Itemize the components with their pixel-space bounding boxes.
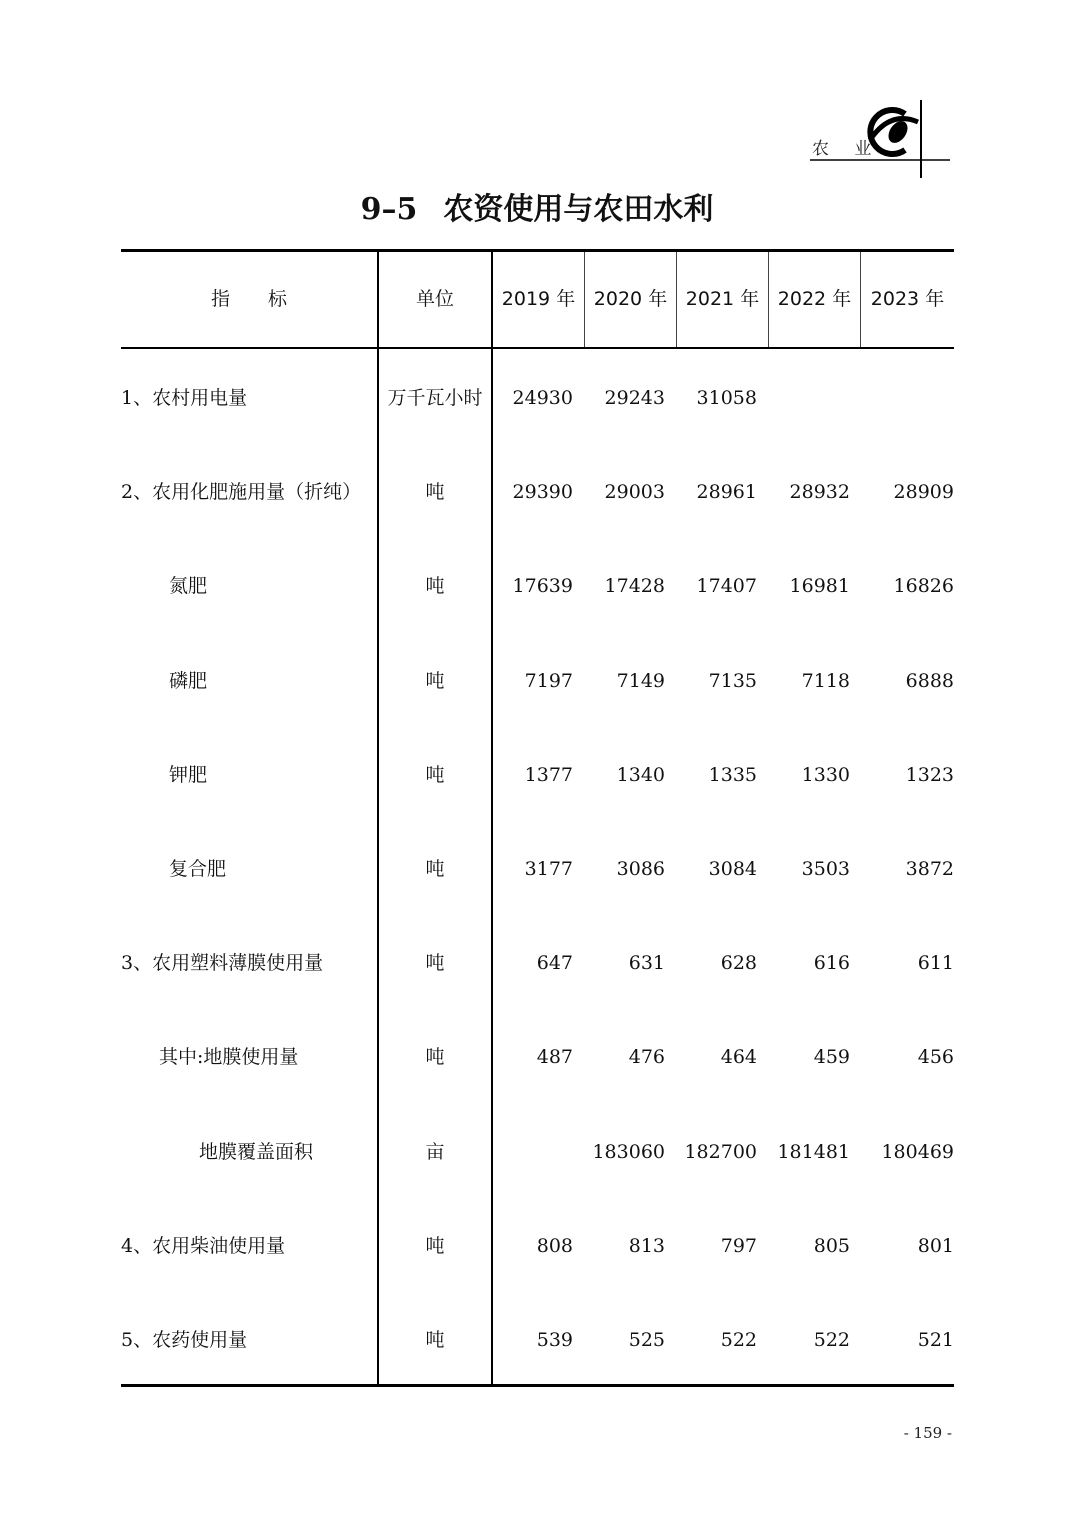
table-cell: 801	[917, 1235, 954, 1257]
table-cell: 616	[813, 952, 850, 974]
table-cell: 3177	[524, 858, 573, 880]
table-cell: 3503	[801, 858, 850, 880]
row-label: 氮肥	[169, 575, 208, 597]
table-cell: 539	[536, 1329, 573, 1351]
header-year-2020: 2020 年	[593, 288, 668, 310]
row-label: 地膜覆盖面积	[199, 1141, 314, 1163]
table-cell: 3086	[616, 858, 665, 880]
table-cell: 28932	[789, 481, 850, 503]
table-cell: 29243	[604, 387, 665, 409]
table-cell: 647	[536, 952, 573, 974]
table-cell: 16981	[789, 575, 850, 597]
row-label: 磷肥	[169, 670, 208, 692]
table-cell: 487	[536, 1046, 573, 1068]
table-cell: 476	[628, 1046, 665, 1068]
table-bottom-rule	[121, 1384, 954, 1387]
section-label: 农 业	[812, 139, 882, 159]
row-unit: 亩	[425, 1141, 445, 1163]
table-cell: 180469	[881, 1141, 954, 1163]
row-label: 5、农药使用量	[121, 1329, 248, 1351]
row-label: 3、农用塑料薄膜使用量	[121, 952, 324, 974]
page-title	[0, 184, 1074, 228]
table-cell: 17428	[604, 575, 665, 597]
header-year-2019: 2019 年	[501, 288, 576, 310]
row-unit: 吨	[425, 952, 445, 974]
page-number: - 159 -	[903, 1424, 952, 1442]
table-cell	[493, 1137, 573, 1167]
table-cell: 525	[628, 1329, 665, 1351]
table-cell: 521	[917, 1329, 954, 1351]
table-cell: 464	[720, 1046, 757, 1068]
table-cell: 522	[813, 1329, 850, 1351]
row-unit: 吨	[425, 481, 445, 503]
table-title: 农资使用与农田水利	[443, 192, 714, 227]
row-label: 复合肥	[169, 858, 227, 880]
table-cell: 1377	[524, 764, 573, 786]
table-cell: 17639	[512, 575, 573, 597]
table-cell: 6888	[905, 670, 954, 692]
table-cell: 7149	[616, 670, 665, 692]
table-cell: 611	[917, 952, 954, 974]
table-cell: 1335	[708, 764, 757, 786]
table-cell: 797	[720, 1235, 757, 1257]
table-header-rule	[121, 347, 954, 349]
table-cell: 182700	[684, 1141, 757, 1163]
row-label: 钾肥	[169, 764, 208, 786]
table-cell: 183060	[592, 1141, 665, 1163]
row-unit: 吨	[425, 1329, 445, 1351]
table-cell: 1323	[905, 764, 954, 786]
table-cell: 459	[813, 1046, 850, 1068]
row-label: 2、农用化肥施用量（折纯）	[121, 481, 362, 503]
table-cell: 16826	[893, 575, 954, 597]
table-cell: 181481	[777, 1141, 850, 1163]
row-unit: 吨	[425, 764, 445, 786]
table-cell: 522	[720, 1329, 757, 1351]
table-cell: 813	[628, 1235, 665, 1257]
row-unit: 万千瓦小时	[387, 387, 483, 409]
row-unit: 吨	[425, 670, 445, 692]
table-cell: 31058	[696, 387, 757, 409]
table-cell: 29003	[604, 481, 665, 503]
header-year-2022: 2022 年	[777, 288, 852, 310]
row-label: 4、农用柴油使用量	[121, 1235, 286, 1257]
table-cell: 28961	[696, 481, 757, 503]
table-cell: 7135	[708, 670, 757, 692]
table-cell: 3872	[905, 858, 954, 880]
table-cell	[769, 383, 850, 413]
header-indicator: 指 标	[210, 288, 287, 310]
table-cell: 628	[720, 952, 757, 974]
row-label: 其中:地膜使用量	[159, 1046, 299, 1068]
chapter-header-mark	[0, 0, 1074, 200]
table-cell: 1330	[801, 764, 850, 786]
table-cell: 17407	[696, 575, 757, 597]
column-divider	[491, 252, 493, 1384]
header-year-2021: 2021 年	[685, 288, 760, 310]
table-cell: 24930	[512, 387, 573, 409]
table-cell: 808	[536, 1235, 573, 1257]
table-cell: 456	[917, 1046, 954, 1068]
row-unit: 吨	[425, 1235, 445, 1257]
header-year-2023: 2023 年	[870, 288, 945, 310]
table-cell: 29390	[512, 481, 573, 503]
table-cell: 3084	[708, 858, 757, 880]
column-divider	[377, 252, 379, 1384]
table-cell	[861, 383, 954, 413]
table-cell: 805	[813, 1235, 850, 1257]
table-cell: 7118	[801, 670, 850, 692]
table-cell: 7197	[524, 670, 573, 692]
row-unit: 吨	[425, 575, 445, 597]
row-unit: 吨	[425, 858, 445, 880]
table-cell: 28909	[893, 481, 954, 503]
table-cell: 1340	[616, 764, 665, 786]
header-unit: 单位	[415, 288, 454, 310]
row-label: 1、农村用电量	[121, 387, 248, 409]
table-number: 9–5	[360, 192, 418, 227]
row-unit: 吨	[425, 1046, 445, 1068]
table-cell: 631	[628, 952, 665, 974]
